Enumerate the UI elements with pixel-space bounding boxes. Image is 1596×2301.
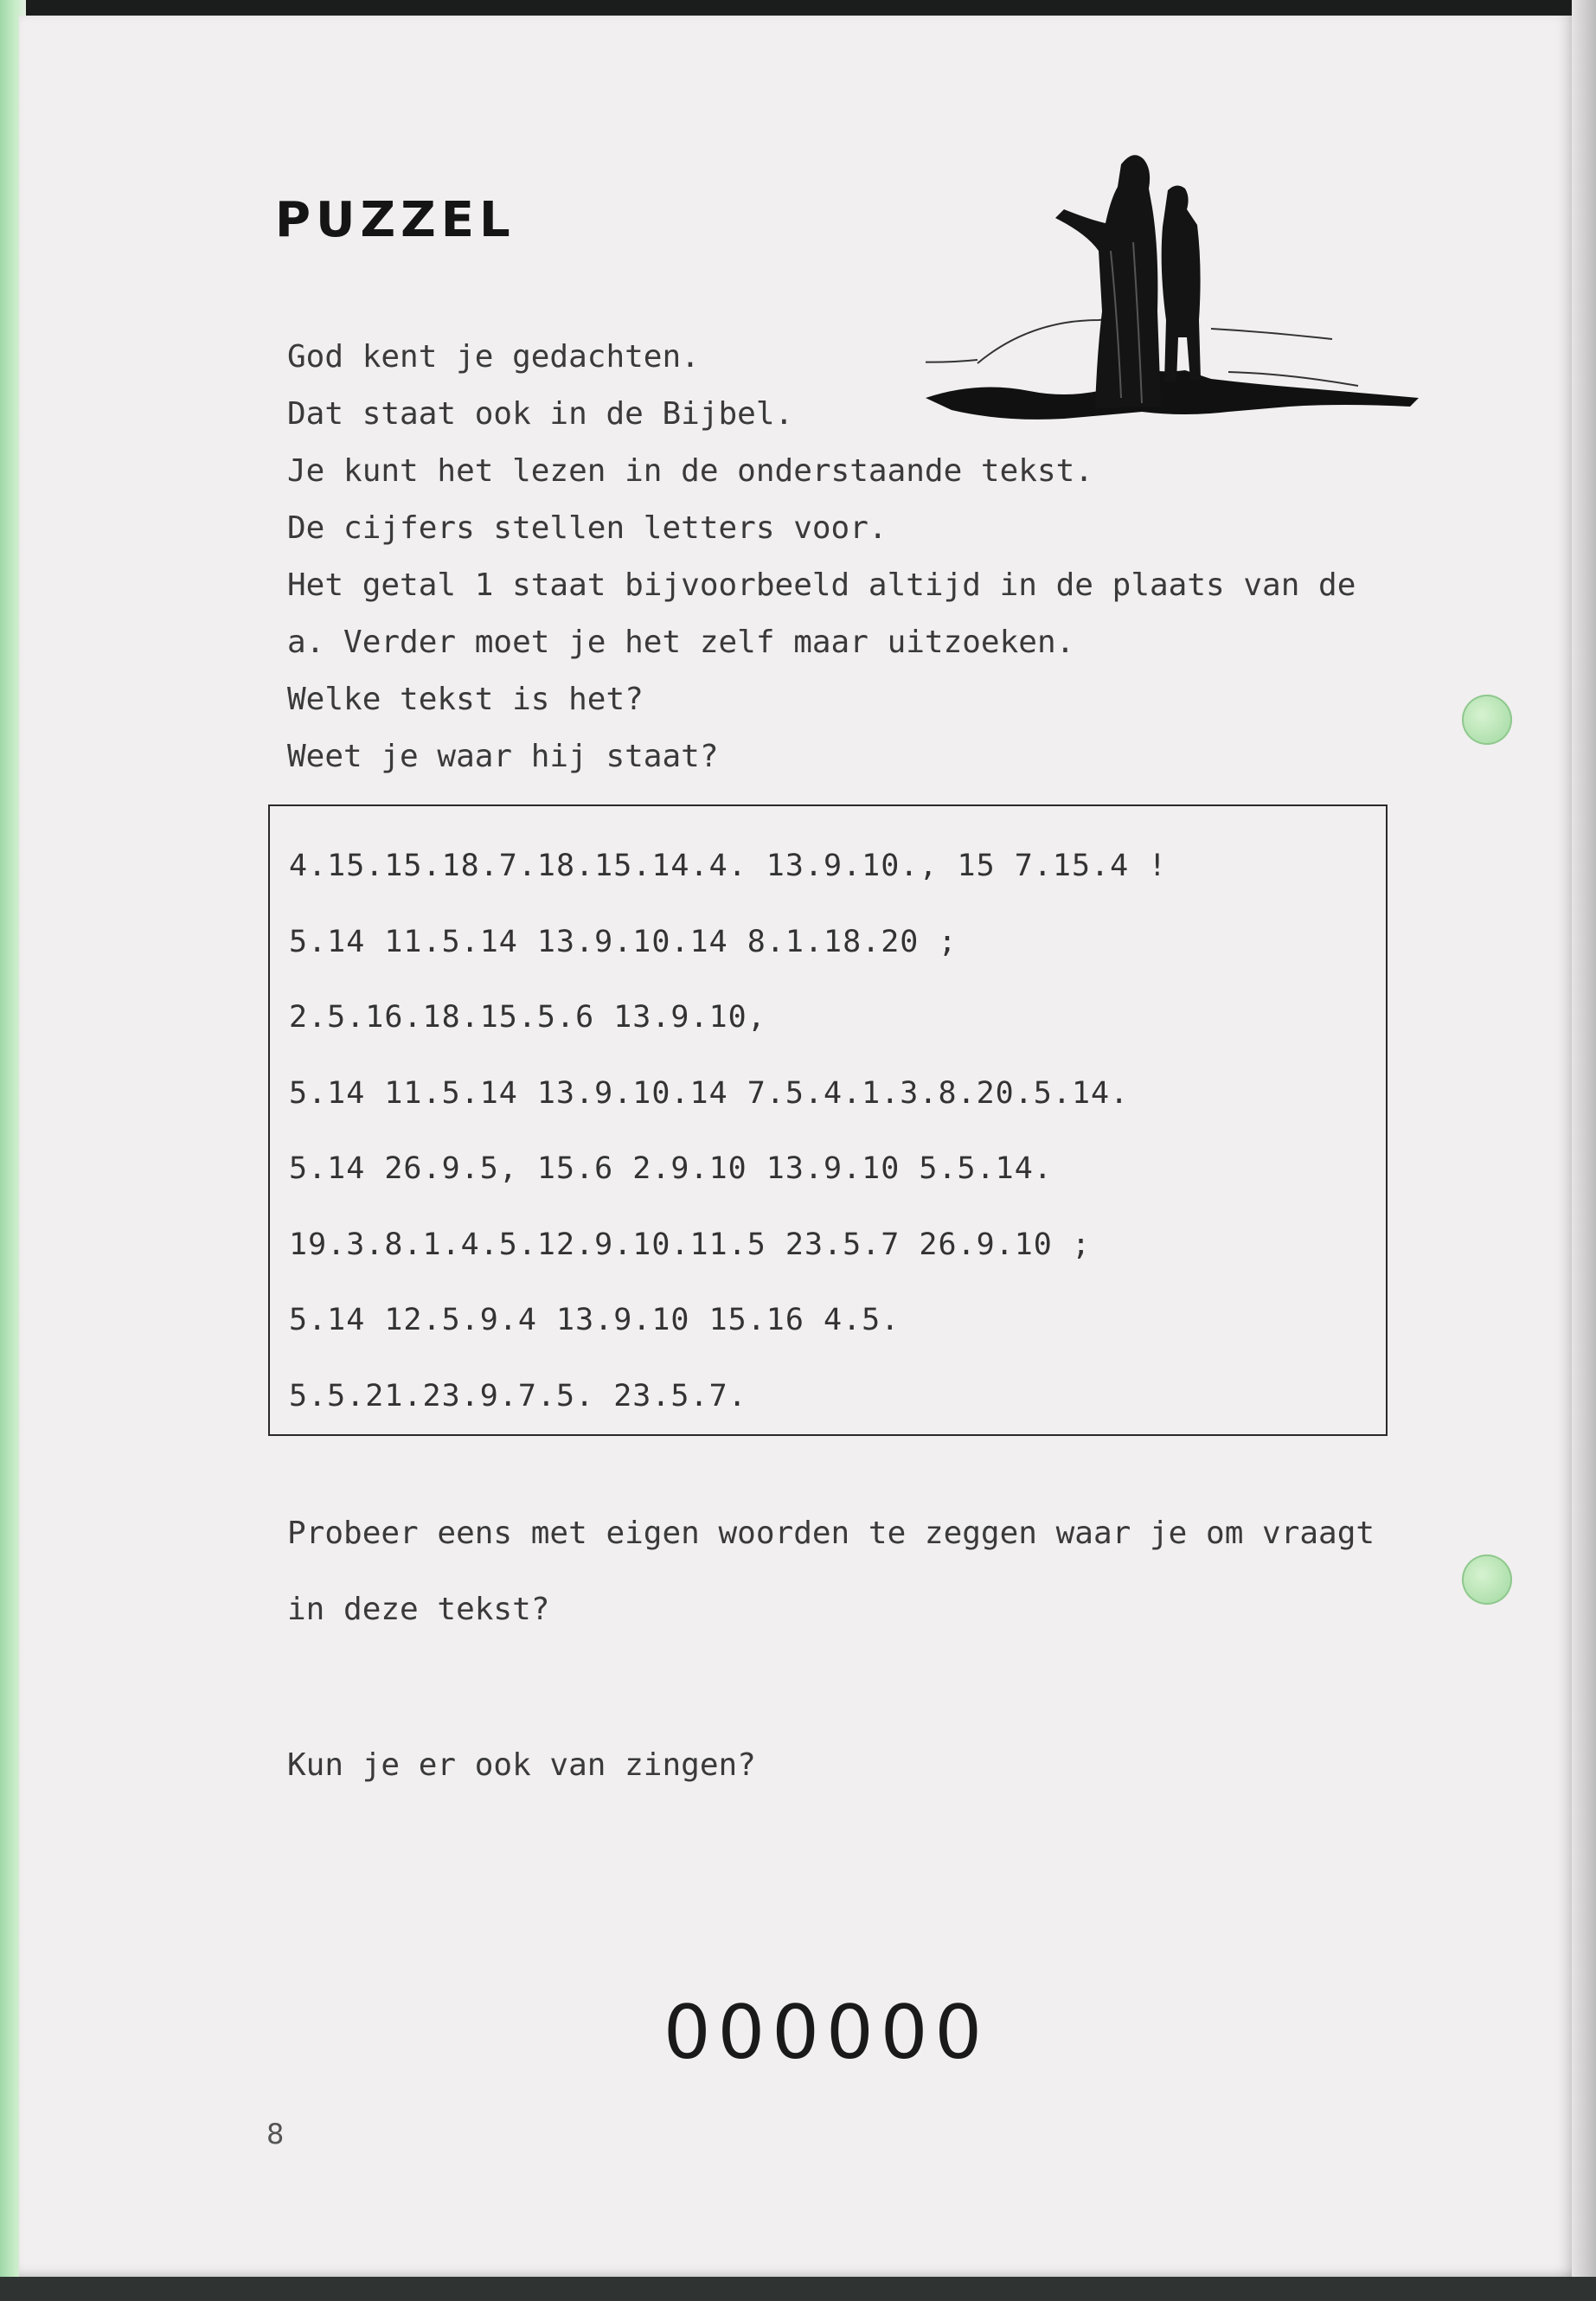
puzzle-row: 5.14 11.5.14 13.9.10.14 7.5.4.1.3.8.20.5.14. xyxy=(289,1075,1130,1111)
puzzle-row: 5.14 12.5.9.4 13.9.10 15.16 4.5. xyxy=(289,1303,901,1337)
intro-line: De cijfers stellen letters voor. xyxy=(287,510,888,546)
puzzle-row: 5.14 11.5.14 13.9.10.14 8.1.18.20 ; xyxy=(289,924,958,959)
page-title: PUZZEL xyxy=(275,192,516,248)
intro-line: Je kunt het lezen in de onderstaande tekst. xyxy=(287,453,1093,489)
binding-hole xyxy=(1462,695,1512,745)
puzzle-row: 19.3.8.1.4.5.12.9.10.11.5 23.5.7 26.9.10 ; xyxy=(289,1227,1092,1262)
page-edge xyxy=(1572,0,1596,2301)
question-2: Kun je er ook van zingen? xyxy=(287,1747,756,1783)
puzzle-row: 4.15.15.18.7.18.15.14.4. 13.9.10., 15 7.15.4 ! xyxy=(289,849,1168,883)
intro-line: Weet je waar hij staat? xyxy=(287,739,719,774)
binding-hole xyxy=(1462,1554,1512,1605)
question-1-line-1: Probeer eens met eigen woorden te zeggen waar je om vraagt xyxy=(287,1516,1375,1551)
puzzle-row: 5.14 26.9.5, 15.6 2.9.10 13.9.10 5.5.14. xyxy=(289,1151,1053,1186)
intro-line: Het getal 1 staat bijvoorbeeld altijd in de plaats van de xyxy=(287,567,1356,603)
intro-text xyxy=(287,329,1412,785)
intro-line: a. Verder moet je het zelf maar uitzoeken. xyxy=(287,625,1075,660)
footer-code: 000000 xyxy=(663,1990,990,2076)
intro-line: God kent je gedachten. xyxy=(287,339,700,375)
puzzle-row: 2.5.16.18.15.5.6 13.9.10, xyxy=(289,1000,766,1035)
question-1-line-2: in deze tekst? xyxy=(287,1592,550,1627)
puzzle-row: 5.5.21.23.9.7.5. 23.5.7. xyxy=(289,1378,747,1413)
bottom-edge xyxy=(0,2277,1596,2301)
number-puzzle-box xyxy=(268,804,1388,1436)
intro-line: Welke tekst is het? xyxy=(287,682,644,717)
intro-line: Dat staat ook in de Bijbel. xyxy=(287,396,794,432)
page-number: 8 xyxy=(266,2118,285,2150)
